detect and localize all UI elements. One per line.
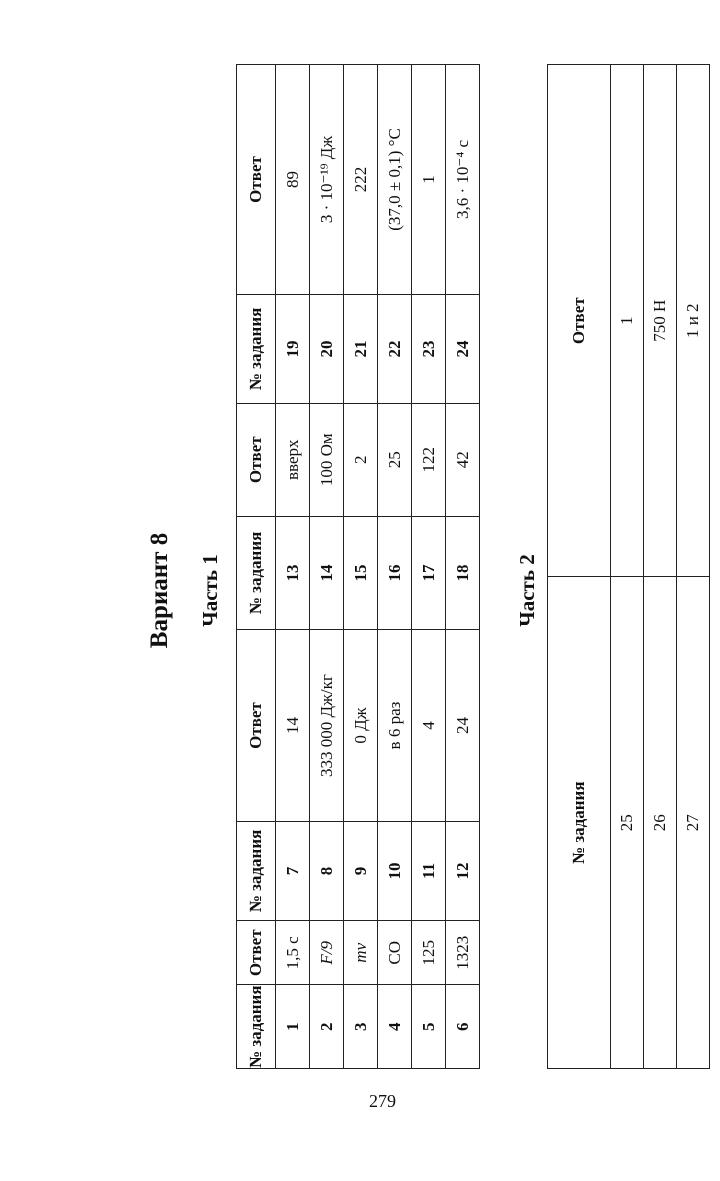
table-row — [677, 65, 710, 1069]
part2-title: Часть 2 — [515, 554, 539, 627]
task-number: 24 — [446, 294, 480, 403]
answer: 750 Н — [644, 65, 677, 577]
answer: 89 — [276, 65, 310, 295]
answer: F/9 — [310, 921, 344, 985]
table-row — [344, 65, 378, 1069]
task-number: 16 — [378, 516, 412, 630]
header-answer: Ответ — [237, 921, 276, 985]
task-number: 22 — [378, 294, 412, 403]
task-number: 6 — [446, 985, 480, 1069]
answer: 3 · 10⁻¹⁹ Дж — [310, 65, 344, 295]
header-task-number: № задания — [237, 985, 276, 1069]
table-row — [276, 65, 310, 1069]
task-number: 23 — [412, 294, 446, 403]
answer: 0 Дж — [344, 630, 378, 821]
task-number: 19 — [276, 294, 310, 403]
header-answer: Ответ — [237, 403, 276, 516]
header-task-number: № задания — [237, 821, 276, 920]
part2-answer-table — [547, 64, 710, 1069]
task-number: 25 — [611, 577, 644, 1069]
header-answer: Ответ — [548, 65, 611, 577]
answer: 42 — [446, 403, 480, 516]
answer: 4 — [412, 630, 446, 821]
answer: CO — [378, 921, 412, 985]
page-number: 279 — [369, 1091, 396, 1111]
task-number: 11 — [412, 821, 446, 920]
task-number: 18 — [446, 516, 480, 630]
answer: 100 Ом — [310, 403, 344, 516]
task-number: 15 — [344, 516, 378, 630]
answer: 1323 — [446, 921, 480, 985]
task-number: 12 — [446, 821, 480, 920]
table-row — [378, 65, 412, 1069]
answer: 122 — [412, 403, 446, 516]
part1-answer-table — [236, 64, 480, 1069]
table-row — [310, 65, 344, 1069]
answer: 24 — [446, 630, 480, 821]
answer: 1 и 2 — [677, 65, 710, 577]
part1-title: Часть 1 — [198, 554, 222, 627]
header-task-number: № задания — [548, 577, 611, 1069]
task-number: 7 — [276, 821, 310, 920]
header-answer: Ответ — [237, 65, 276, 295]
table-header-row — [548, 65, 611, 1069]
task-number: 3 — [344, 985, 378, 1069]
task-number: 13 — [276, 516, 310, 630]
task-number: 27 — [677, 577, 710, 1069]
answer: 1 — [611, 65, 644, 577]
task-number: 20 — [310, 294, 344, 403]
answer: 1,5 с — [276, 921, 310, 985]
answer: 25 — [378, 403, 412, 516]
table-row — [412, 65, 446, 1069]
task-number: 5 — [412, 985, 446, 1069]
answer: 1 — [412, 65, 446, 295]
answer: 14 — [276, 630, 310, 821]
answer: в 6 раз — [378, 630, 412, 821]
answer: (37,0 ± 0,1) °С — [378, 65, 412, 295]
variant-title: Вариант 8 — [146, 532, 173, 649]
table-row — [446, 65, 480, 1069]
task-number: 17 — [412, 516, 446, 630]
answer: 3,6 · 10⁻⁴ с — [446, 65, 480, 295]
task-number: 1 — [276, 985, 310, 1069]
header-task-number: № задания — [237, 294, 276, 403]
task-number: 8 — [310, 821, 344, 920]
table-row — [644, 65, 677, 1069]
task-number: 9 — [344, 821, 378, 920]
header-task-number: № задания — [237, 516, 276, 630]
answer: 125 — [412, 921, 446, 985]
answer: вверх — [276, 403, 310, 516]
task-number: 2 — [310, 985, 344, 1069]
answer: mv — [344, 921, 378, 985]
header-answer: Ответ — [237, 630, 276, 821]
task-number: 26 — [644, 577, 677, 1069]
answer: 222 — [344, 65, 378, 295]
task-number: 10 — [378, 821, 412, 920]
answer: 2 — [344, 403, 378, 516]
table-row — [611, 65, 644, 1069]
task-number: 14 — [310, 516, 344, 630]
table-header-row — [237, 65, 276, 1069]
task-number: 4 — [378, 985, 412, 1069]
answer: 333 000 Дж/кг — [310, 630, 344, 821]
task-number: 21 — [344, 294, 378, 403]
